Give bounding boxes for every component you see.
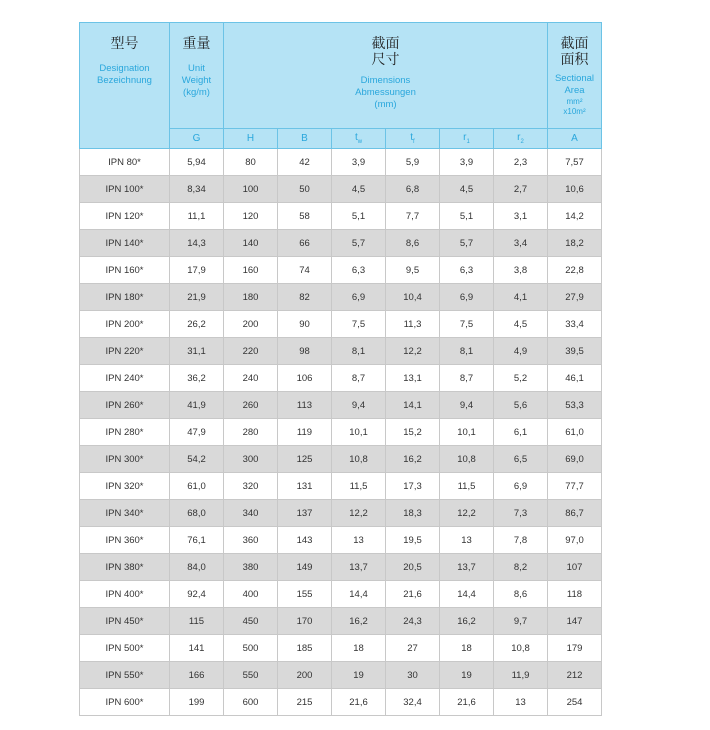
table-cell: 97,0 [548,527,602,554]
table-cell: 82 [278,284,332,311]
table-cell: 36,2 [170,365,224,392]
area-zh1: 截面 [560,35,589,51]
table-cell: IPN 320* [80,473,170,500]
table-cell: 240 [224,365,278,392]
table-row [80,257,602,284]
table-cell: 14,1 [386,392,440,419]
table-cell: 32,4 [386,689,440,716]
table-cell: 18,2 [548,230,602,257]
table-cell: 11,5 [440,473,494,500]
table-cell: 24,3 [386,608,440,635]
col-r2 [494,129,548,149]
table-cell: 7,8 [494,527,548,554]
table-cell: 13 [332,527,386,554]
dimensions-unit: (mm) [374,99,397,110]
table-cell: 11,5 [332,473,386,500]
table-cell: 260 [224,392,278,419]
table-cell: 185 [278,635,332,662]
col-H: H [224,129,278,149]
table-row [80,689,602,716]
table-cell: 125 [278,446,332,473]
table-cell: 42 [278,149,332,176]
table-cell: IPN 120* [80,203,170,230]
table-cell: 4,5 [332,176,386,203]
table-cell: 26,2 [170,311,224,338]
table-cell: 19 [332,662,386,689]
table-cell: 500 [224,635,278,662]
table-cell: IPN 280* [80,419,170,446]
table-cell: 86,7 [548,500,602,527]
table-cell: 107 [548,554,602,581]
table-cell: 340 [224,500,278,527]
table-cell: 84,0 [170,554,224,581]
table-cell: 300 [224,446,278,473]
table-cell: 53,3 [548,392,602,419]
table-cell: IPN 450* [80,608,170,635]
table-cell: 7,3 [494,500,548,527]
table-cell: 100 [224,176,278,203]
dimensions-en: Dimensions [360,75,411,86]
table-cell: 6,1 [494,419,548,446]
table-cell: 12,2 [440,500,494,527]
table-cell: 74 [278,257,332,284]
table-cell: IPN 600* [80,689,170,716]
table-row [80,554,602,581]
table-cell: 4,5 [440,176,494,203]
table-cell: 8,1 [332,338,386,365]
table-cell: 77,7 [548,473,602,500]
table-cell: 10,4 [386,284,440,311]
table-cell: IPN 500* [80,635,170,662]
table-cell: 11,1 [170,203,224,230]
col-B: B [278,129,332,149]
table-cell: 10,8 [332,446,386,473]
weight-header [170,23,224,129]
table-cell: 600 [224,689,278,716]
table-cell: 199 [170,689,224,716]
table-cell: 106 [278,365,332,392]
table-cell: 6,8 [386,176,440,203]
table-cell: 61,0 [170,473,224,500]
table-cell: 7,7 [386,203,440,230]
table-cell: 3,9 [440,149,494,176]
table-cell: 200 [224,311,278,338]
table-cell: 22,8 [548,257,602,284]
table-row [80,662,602,689]
col-tw [332,129,386,149]
table-cell: 33,4 [548,311,602,338]
table-cell: 280 [224,419,278,446]
table-cell: 9,5 [386,257,440,284]
table-cell: 39,5 [548,338,602,365]
table-cell: 9,4 [332,392,386,419]
table-cell: 14,4 [440,581,494,608]
table-cell: 7,57 [548,149,602,176]
dimensions-de: Abmessungen [355,87,416,98]
weight-en2: Weight [181,75,212,86]
table-cell: 160 [224,257,278,284]
table-cell: 113 [278,392,332,419]
tw-t: t [354,132,358,143]
table-cell: 21,6 [440,689,494,716]
table-cell: 8,2 [494,554,548,581]
table-cell: 16,2 [332,608,386,635]
table-cell: 18 [332,635,386,662]
area-zh2: 面积 [560,51,589,67]
table-cell: 21,6 [386,581,440,608]
area-en1: Sectional [554,73,595,84]
table-cell: 31,1 [170,338,224,365]
table-cell: 90 [278,311,332,338]
table-cell: 18 [440,635,494,662]
table-cell: 166 [170,662,224,689]
table-cell: 27,9 [548,284,602,311]
table-cell: 12,2 [332,500,386,527]
area-en2: Area [564,85,585,96]
tf-t: t [410,132,414,143]
table-cell: 7,5 [332,311,386,338]
col-G: G [170,129,224,149]
table-cell: 15,2 [386,419,440,446]
area-header [548,23,602,129]
table-cell: 9,7 [494,608,548,635]
dimensions-zh1: 截面 [371,35,400,51]
table-cell: 14,3 [170,230,224,257]
table-cell: 200 [278,662,332,689]
dimensions-zh2: 尺寸 [371,51,400,67]
table-cell: 149 [278,554,332,581]
table-cell: 8,6 [494,581,548,608]
table-cell: 80 [224,149,278,176]
table-cell: 19,5 [386,527,440,554]
table-cell: 11,9 [494,662,548,689]
table-cell: 16,2 [386,446,440,473]
r1-sub: 1 [466,139,470,145]
table-row [80,176,602,203]
table-cell: 98 [278,338,332,365]
table-cell: IPN 220* [80,338,170,365]
table-cell: 3,8 [494,257,548,284]
table-cell: 400 [224,581,278,608]
table-row [80,311,602,338]
table-cell: 10,6 [548,176,602,203]
table-cell: IPN 200* [80,311,170,338]
table-cell: 61,0 [548,419,602,446]
table-row [80,419,602,446]
r2-sub: 2 [520,139,524,145]
table-cell: 14,2 [548,203,602,230]
table-cell: 66 [278,230,332,257]
table-row [80,338,602,365]
table-cell: 320 [224,473,278,500]
table-cell: 9,4 [440,392,494,419]
table-cell: 2,3 [494,149,548,176]
weight-en1: Unit [188,63,205,74]
table-row [80,527,602,554]
table-cell: 120 [224,203,278,230]
weight-zh: 重量 [182,35,211,51]
table-row [80,392,602,419]
table-cell: 68,0 [170,500,224,527]
table-cell: 5,6 [494,392,548,419]
table-cell: 118 [548,581,602,608]
table-cell: 360 [224,527,278,554]
table-cell: 170 [278,608,332,635]
table-cell: 5,94 [170,149,224,176]
table-cell: 41,9 [170,392,224,419]
table-cell: IPN 140* [80,230,170,257]
table-cell: 10,1 [440,419,494,446]
table-cell: IPN 160* [80,257,170,284]
table-cell: 7,5 [440,311,494,338]
table-cell: 76,1 [170,527,224,554]
table-cell: IPN 180* [80,284,170,311]
table-cell: 3,4 [494,230,548,257]
weight-unit: (kg/m) [183,87,210,98]
col-r1 [440,129,494,149]
table-cell: IPN 550* [80,662,170,689]
table-cell: 13 [440,527,494,554]
table-cell: IPN 240* [80,365,170,392]
table-cell: 5,1 [440,203,494,230]
table-cell: 5,2 [494,365,548,392]
table-cell: 21,9 [170,284,224,311]
table-cell: 8,7 [332,365,386,392]
table-cell: 5,1 [332,203,386,230]
table-cell: 147 [548,608,602,635]
table-cell: 3,9 [332,149,386,176]
area-unit1: mm² [566,97,583,106]
table-cell: 254 [548,689,602,716]
table-cell: IPN 100* [80,176,170,203]
table-row [80,608,602,635]
table-row [80,635,602,662]
table-row [80,500,602,527]
table-cell: 17,3 [386,473,440,500]
table-cell: 47,9 [170,419,224,446]
table-cell: 46,1 [548,365,602,392]
table-row [80,284,602,311]
dimensions-header [224,23,548,129]
table-cell: 115 [170,608,224,635]
table-row [80,365,602,392]
table-row [80,473,602,500]
table-cell: 13,1 [386,365,440,392]
r2-r: r [517,132,521,143]
table-cell: 16,2 [440,608,494,635]
table-cell: 58 [278,203,332,230]
table-cell: 4,9 [494,338,548,365]
table-cell: 450 [224,608,278,635]
table-cell: 20,5 [386,554,440,581]
table-cell: 380 [224,554,278,581]
table-cell: 3,1 [494,203,548,230]
table-cell: 212 [548,662,602,689]
table-cell: IPN 340* [80,500,170,527]
designation-de: Bezeichnung [97,75,152,86]
table-cell: 131 [278,473,332,500]
table-cell: 137 [278,500,332,527]
table-cell: 2,7 [494,176,548,203]
tf-sub: f [413,139,415,145]
table-cell: 8,34 [170,176,224,203]
table-cell: 140 [224,230,278,257]
table-cell: 550 [224,662,278,689]
table-cell: 21,6 [332,689,386,716]
table-cell: 6,3 [332,257,386,284]
table-row [80,203,602,230]
table-row [80,581,602,608]
designation-en: Designation [99,63,150,74]
table-cell: 10,8 [494,635,548,662]
tw-sub: w [357,139,363,145]
table-cell: 119 [278,419,332,446]
table-cell: 5,7 [440,230,494,257]
table-cell: 5,9 [386,149,440,176]
table-cell: IPN 260* [80,392,170,419]
table-row [80,230,602,257]
table-cell: 13,7 [332,554,386,581]
area-unit2: x10m² [563,107,586,116]
table-row [80,446,602,473]
table-cell: 179 [548,635,602,662]
table-cell: 143 [278,527,332,554]
r1-r: r [463,132,467,143]
table-cell: 6,9 [440,284,494,311]
table-cell: 54,2 [170,446,224,473]
table-cell: 155 [278,581,332,608]
table-row [80,149,602,176]
designation-zh: 型号 [110,35,139,51]
table-body [80,149,602,716]
table-cell: 50 [278,176,332,203]
table-cell: IPN 300* [80,446,170,473]
table-cell: 4,5 [494,311,548,338]
table-cell: 13 [494,689,548,716]
table-cell: 17,9 [170,257,224,284]
table-cell: 6,9 [494,473,548,500]
table-cell: IPN 80* [80,149,170,176]
table-cell: 11,3 [386,311,440,338]
table-cell: 19 [440,662,494,689]
table-cell: 10,1 [332,419,386,446]
table-cell: IPN 360* [80,527,170,554]
table-cell: 92,4 [170,581,224,608]
table-cell: 8,7 [440,365,494,392]
table-cell: 8,1 [440,338,494,365]
table-cell: 27 [386,635,440,662]
ipn-beam-table [79,22,602,716]
table-cell: IPN 400* [80,581,170,608]
designation-header [80,23,170,149]
table-cell: 13,7 [440,554,494,581]
table-cell: 14,4 [332,581,386,608]
table-cell: 30 [386,662,440,689]
col-A: A [548,129,602,149]
table-cell: 141 [170,635,224,662]
table-cell: 215 [278,689,332,716]
table-cell: 220 [224,338,278,365]
table-cell: IPN 380* [80,554,170,581]
table-cell: 4,1 [494,284,548,311]
table-cell: 180 [224,284,278,311]
table-cell: 12,2 [386,338,440,365]
table-cell: 5,7 [332,230,386,257]
table-cell: 6,3 [440,257,494,284]
table-cell: 6,9 [332,284,386,311]
table-cell: 10,8 [440,446,494,473]
table-cell: 18,3 [386,500,440,527]
col-tf [386,129,440,149]
table-cell: 69,0 [548,446,602,473]
table-cell: 6,5 [494,446,548,473]
table-cell: 8,6 [386,230,440,257]
